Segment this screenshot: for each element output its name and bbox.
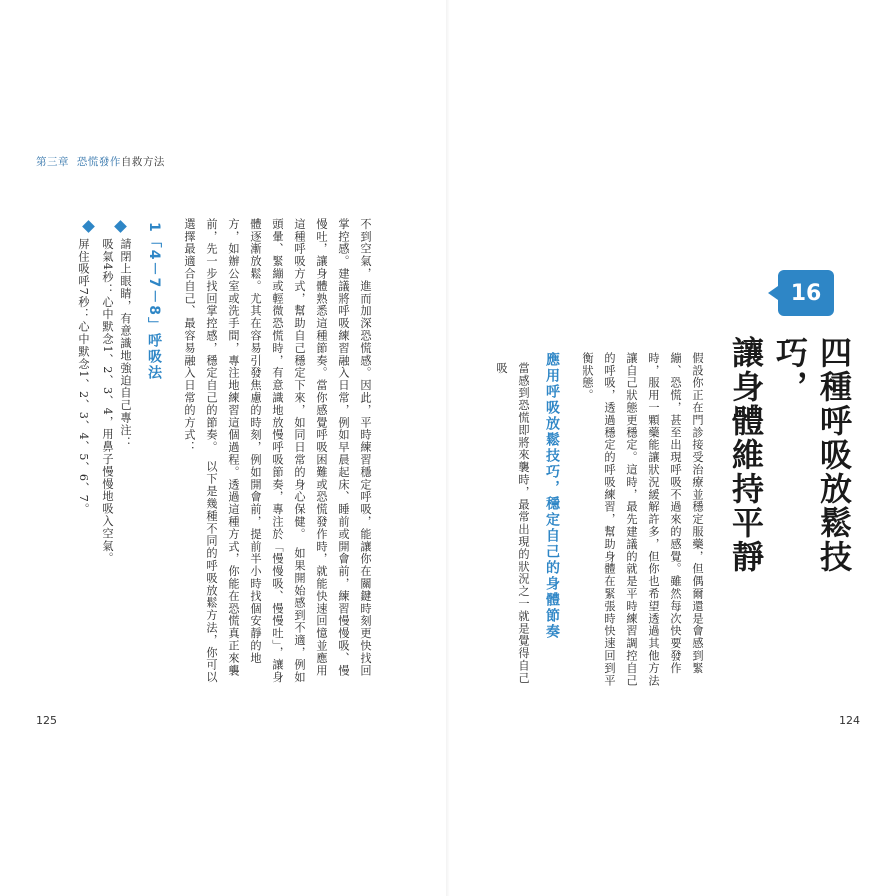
chapter-label: 第三章 (36, 156, 69, 168)
title-line-2: 讓身體維持平靜 (727, 336, 765, 574)
sub-body-text: 當感到恐慌即將來襲時，最常出現的狀況之一就是覺得自己吸 (495, 362, 530, 685)
body-paragraphs: 不到空氣，進而加深恐慌感。因此，平時練習穩定呼吸，能讓你在關鍵時刻更快找回掌控感。建議將呼吸練習融入日常，例如早晨起床、睡前或開會前，練習慢慢吸、慢慢吐，讓身體熟悉這種節奏。當你感覺呼吸困難或恐慌發作時，就能快速回憶並應用這種呼吸方式，幫助自己穩定下來，如同日常的身心保健。 如果開始感到不適，例如頭暈、緊繃或輕微恐慌時，有意識地放慢呼吸節奏，專注於「慢慢吸、慢慢吐」，讓身體逐漸放鬆。尤其在容易引發焦慮的時刻，例如開會前，提前半小時找個安靜的地方，如辦公室或洗手間，專注地練習這個過程。透過這種方式，你能在恐慌真正來襲前，先一步找回掌控感，穩定自己的節奏。 以下是幾種不同的呼吸放鬆方法，你可以選擇最適合自己、最容易融入日常的方式： (183, 218, 372, 684)
chapter-section-title (727, 336, 856, 576)
list-item-1b-text: 吸氣4秒：心中默念1、2、3、4，用鼻子慢慢地吸入空氣。 (101, 238, 114, 565)
book-gutter (446, 0, 450, 896)
chapter-title-rest: 自救方法 (120, 156, 165, 168)
list-item-1b (96, 238, 118, 568)
page-number-right: 124 (839, 714, 860, 727)
running-header (36, 154, 165, 169)
list-item-2 (72, 238, 94, 568)
sub-heading: 應用呼吸放鬆技巧，穩定自己的身體節奏 (544, 352, 560, 640)
page-number-left: 125 (36, 714, 57, 727)
section-number: 16 (790, 280, 822, 306)
list-item-1-text: 請閉上眼睛，有意識地強迫自己專注： (119, 238, 132, 449)
list-item-2-text: 屏住吸呼7秒：心中默念1、2、3、4、5、6、7。 (77, 238, 90, 516)
chapter-title-highlight: 恐慌發作 (76, 156, 121, 168)
section-number-badge (778, 270, 834, 316)
section-heading-478: 1「4－7－8」呼吸法 (146, 222, 162, 381)
title-line-1: 四種呼吸放鬆技巧， (771, 336, 853, 574)
intro-paragraph: 假設你正在門診接受治療並穩定服藥，但偶爾還是會感到緊繃、恐慌，甚至出現呼吸不過來的感覺。雖然每次快要發作時，服用一顆藥能讓狀況緩解許多，但你也希望透過其他方法讓自己狀態更穩定。這時，最先建議的就是平時練習調控自己的呼吸，透過穩定的呼吸練習，幫助身體在緊張時快速回到平衡狀態。 (581, 352, 704, 687)
